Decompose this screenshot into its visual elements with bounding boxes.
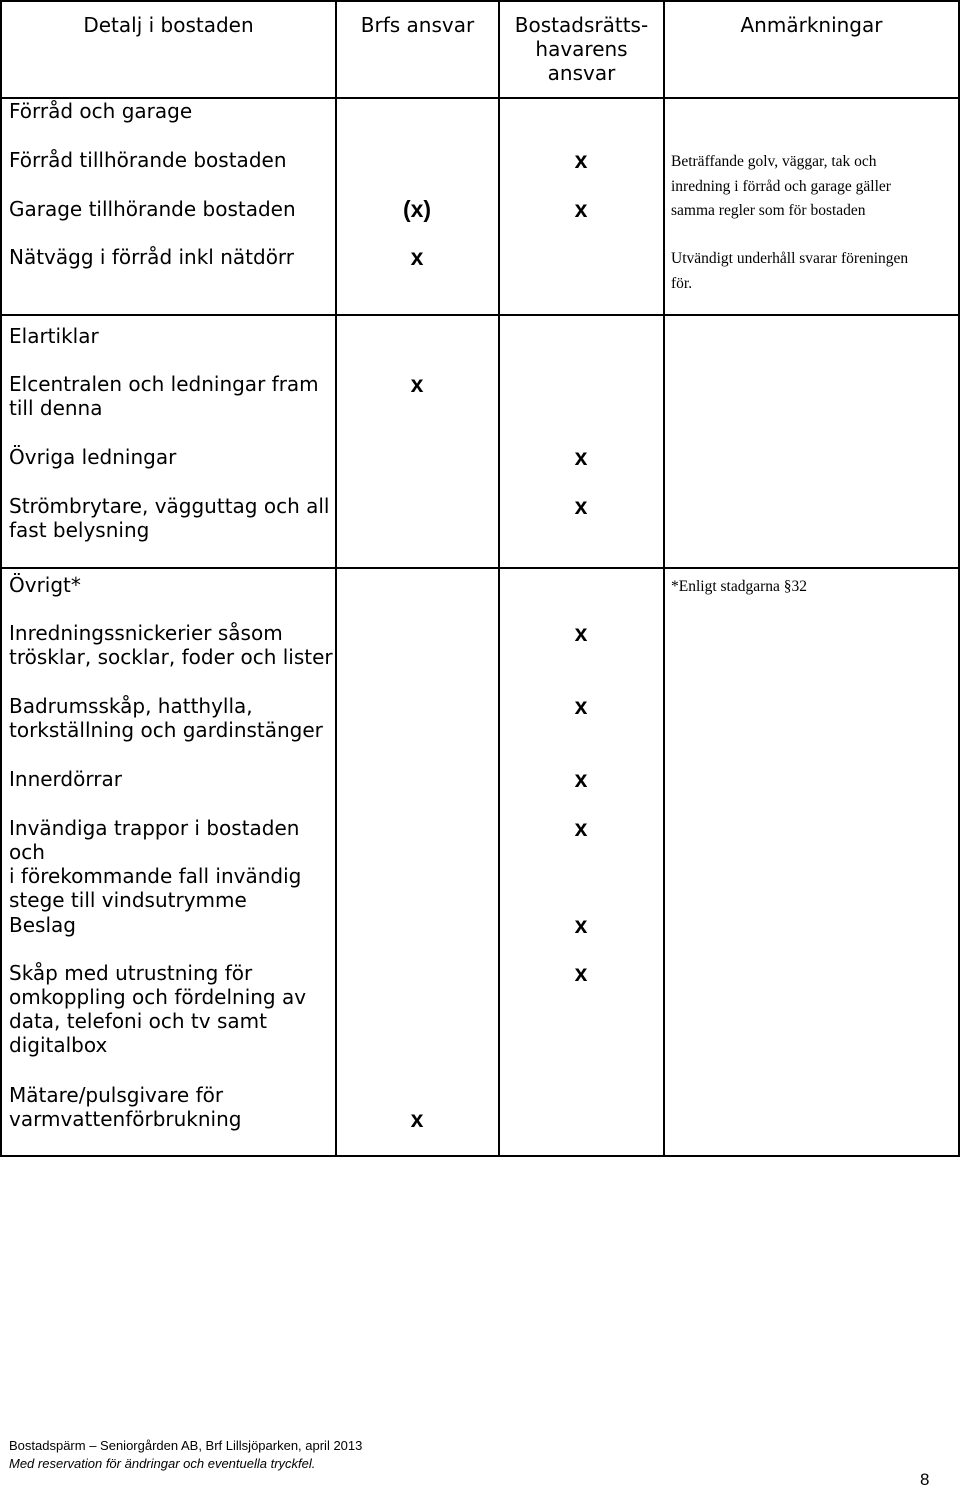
mark-brf-natvagg: x (410, 244, 424, 270)
section-divider-forrad (0, 314, 960, 316)
table-border-top (0, 0, 960, 2)
column-divider-3 (663, 0, 665, 1157)
row-label-natvagg: Nätvägg i förråd inkl nätdörr (9, 245, 295, 269)
header-detalj: Detalj i bostaden (83, 13, 254, 37)
mark-brf-matare: x (410, 1106, 424, 1132)
row-label-badrumsskap: Badrumsskåp, hatthylla, torkställning och gardinstänger (9, 694, 323, 742)
row-label-matare: Mätare/pulsgivare för varmvattenförbrukning (9, 1083, 242, 1131)
row-label-skap-utrustning: Skåp med utrustning för omkoppling och fördelning av data, telefoni och tv samt digitalbox (9, 961, 307, 1057)
row-label-beslag: Beslag (9, 913, 76, 937)
mark-bost-forrad-bostaden: x (574, 147, 588, 173)
mark-bost-garage: x (574, 196, 588, 222)
row-label-garage: Garage tillhörande bostaden (9, 197, 296, 221)
row-label-inredningssnickerier: Inredningssnickerier såsom trösklar, socklar, foder och lister (9, 621, 333, 669)
mark-bost-invandiga-trappor: x (574, 815, 588, 841)
row-label-strombrytare: Strömbrytare, vägguttag och all fast belysning (9, 494, 330, 542)
section-divider-elartiklar (0, 567, 960, 569)
mark-brf-elcentralen: x (410, 371, 424, 397)
mark-bost-beslag: x (574, 912, 588, 938)
mark-bost-ovriga-ledningar: x (574, 444, 588, 470)
note-utvandigt-underhall: Utvändigt underhåll svarar föreningen för. (671, 250, 909, 292)
row-label-ovriga-ledningar: Övriga ledningar (9, 445, 177, 469)
header-anmarkningar: Anmärkningar (740, 13, 883, 37)
footer-title: Bostadspärm – Seniorgården AB, Brf Lillsjöparken, april 2013 (9, 1438, 363, 1453)
section-title-ovrigt: Övrigt* (9, 573, 81, 597)
mark-bost-innerdorrar: x (574, 766, 588, 792)
header-brf: Brfs ansvar (360, 13, 475, 37)
table-border-bottom (0, 1155, 960, 1157)
footer-disclaimer: Med reservation för ändringar och eventuella tryckfel. (9, 1456, 316, 1471)
row-label-forrad-bostaden: Förråd tillhörande bostaden (9, 148, 287, 172)
table-border-left (0, 0, 2, 1157)
row-label-innerdorrar: Innerdörrar (9, 767, 122, 791)
note-stadgarna: *Enligt stadgarna §32 (671, 578, 808, 595)
row-label-elcentralen: Elcentralen och ledningar fram till denna (9, 372, 319, 420)
section-title-forrad: Förråd och garage (9, 99, 193, 123)
page-number: 8 (920, 1470, 930, 1489)
mark-bost-strombrytare: x (574, 493, 588, 519)
row-label-invandiga-trappor: Invändiga trappor i bostaden och i förekommande fall invändig stege till vindsutrymme (9, 816, 302, 912)
mark-bost-badrumsskap: x (574, 693, 588, 719)
column-divider-1 (335, 0, 337, 1157)
note-forrad-regler: Beträffande golv, väggar, tak och inredning i förråd och garage gäller samma regler som för bostaden (671, 153, 891, 219)
mark-brf-garage: (x) (402, 196, 432, 222)
section-title-elartiklar: Elartiklar (9, 324, 99, 348)
mark-bost-skap-utrustning: x (574, 960, 588, 986)
header-bostadsratt: Bostadsrätts- havarens ansvar (514, 13, 649, 85)
mark-bost-inredningssnickerier: x (574, 620, 588, 646)
